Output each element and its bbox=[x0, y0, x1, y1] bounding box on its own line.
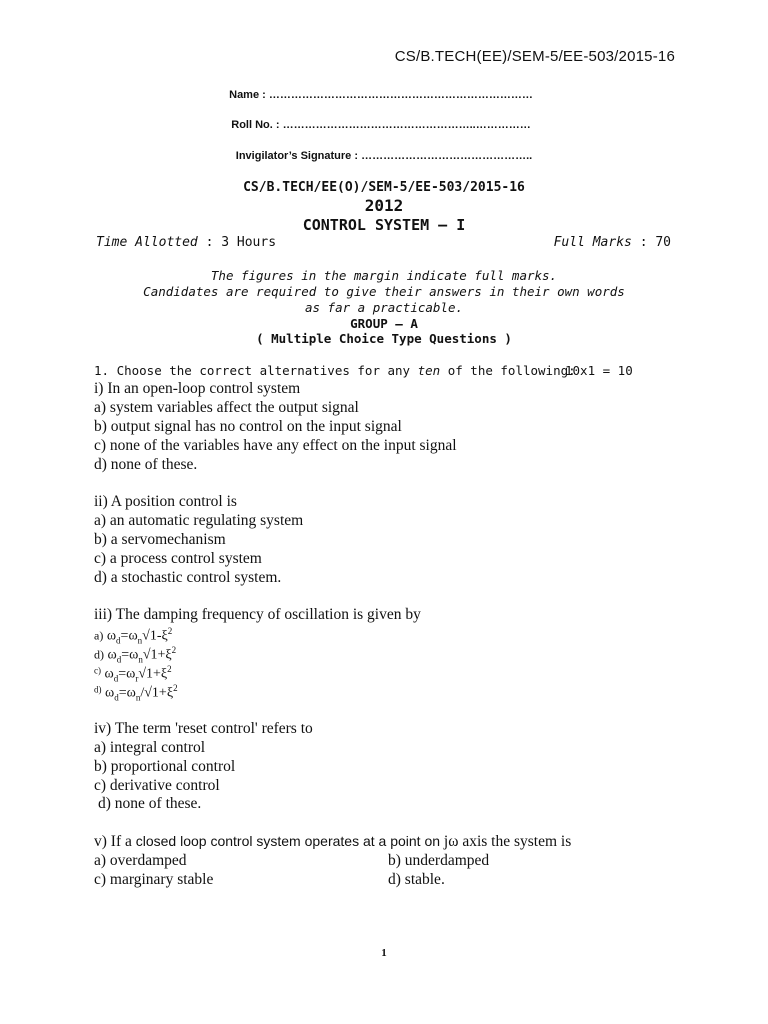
exam-year: 2012 bbox=[364, 196, 404, 215]
option: b) a servomechanism bbox=[94, 531, 226, 548]
time-label: Time Allotted bbox=[96, 235, 198, 250]
option: b) proportional control bbox=[94, 758, 236, 775]
marks-value: : 70 bbox=[639, 235, 671, 250]
option: d) none of these. bbox=[94, 456, 198, 473]
marks-label: Full Marks bbox=[553, 235, 632, 250]
option-formula-c: $^{c)}$ $\omega_d=\omega_r√1+\xi^2$ bbox=[94, 664, 172, 684]
group-heading: GROUP – A bbox=[350, 316, 418, 331]
option-formula-a: a) $\omega_d=\omega_n√1-\xi^2$ bbox=[94, 626, 173, 646]
paper-code: CS/B.TECH(EE)/SEM-5/EE-503/2015-16 bbox=[394, 48, 675, 65]
q1-suffix: of the following: bbox=[447, 363, 576, 378]
full-marks bbox=[554, 235, 671, 250]
option: c) none of the variables have any effect on the input signal bbox=[94, 437, 457, 454]
question-stem: v) If a closed loop control system operates at a point on jω axis the system is bbox=[94, 833, 572, 850]
q1-emphasis: ten bbox=[417, 363, 441, 378]
page-number: 1 bbox=[381, 947, 387, 959]
instruction-line: The figures in the margin indicate full marks. bbox=[210, 268, 558, 283]
group-subheading: ( Multiple Choice Type Questions ) bbox=[256, 331, 512, 346]
option: a) overdamped bbox=[94, 852, 187, 869]
instruction-line: Candidates are required to give their answers in their own words bbox=[143, 284, 625, 299]
option: d) none of these. bbox=[98, 795, 202, 812]
option: c) a process control system bbox=[94, 550, 262, 567]
invigilator-signature-label: Invigilator’s Signature : ……………………………………….. bbox=[235, 150, 533, 162]
option-formula-d2: $^{d)}$ $\omega_d=\omega_n/√1+\xi^2$ bbox=[94, 683, 178, 703]
question-stem: iv) The term 'reset control' refers to bbox=[94, 720, 313, 737]
roll-number-field-label: Roll No. : ……………………………………………..…………… bbox=[231, 119, 531, 131]
option: a) integral control bbox=[94, 739, 206, 756]
option: d) stable. bbox=[388, 871, 445, 888]
option: c) derivative control bbox=[94, 777, 220, 794]
q1-prefix: 1. Choose the correct alternatives for any bbox=[94, 363, 411, 378]
question-1-instruction bbox=[94, 363, 576, 378]
option: d) a stochastic control system. bbox=[94, 569, 282, 586]
name-field-label: Name : ……………………………………………………………… bbox=[229, 89, 533, 101]
option: b) output signal has no control on the input signal bbox=[94, 418, 402, 435]
subject-code: CS/B.TECH/EE(O)/SEM-5/EE-503/2015-16 bbox=[243, 180, 525, 195]
option: c) marginary stable bbox=[94, 871, 214, 888]
question-1-marks: 10x1 = 10 bbox=[565, 363, 633, 378]
question-stem: iii) The damping frequency of oscillation is given by bbox=[94, 606, 421, 623]
time-allotted bbox=[96, 235, 276, 250]
option: a) system variables affect the output signal bbox=[94, 399, 359, 416]
exam-title: CONTROL SYSTEM – I bbox=[302, 216, 466, 234]
option-formula-d: d) $\omega_d=\omega_n√1+\xi^2$ bbox=[94, 645, 177, 665]
instruction-line: as far a practicable. bbox=[304, 300, 464, 315]
time-value: : 3 Hours bbox=[205, 235, 277, 250]
question-stem: ii) A position control is bbox=[94, 493, 237, 510]
question-stem: i) In an open-loop control system bbox=[94, 380, 301, 397]
option: a) an automatic regulating system bbox=[94, 512, 304, 529]
option: b) underdamped bbox=[388, 852, 490, 869]
